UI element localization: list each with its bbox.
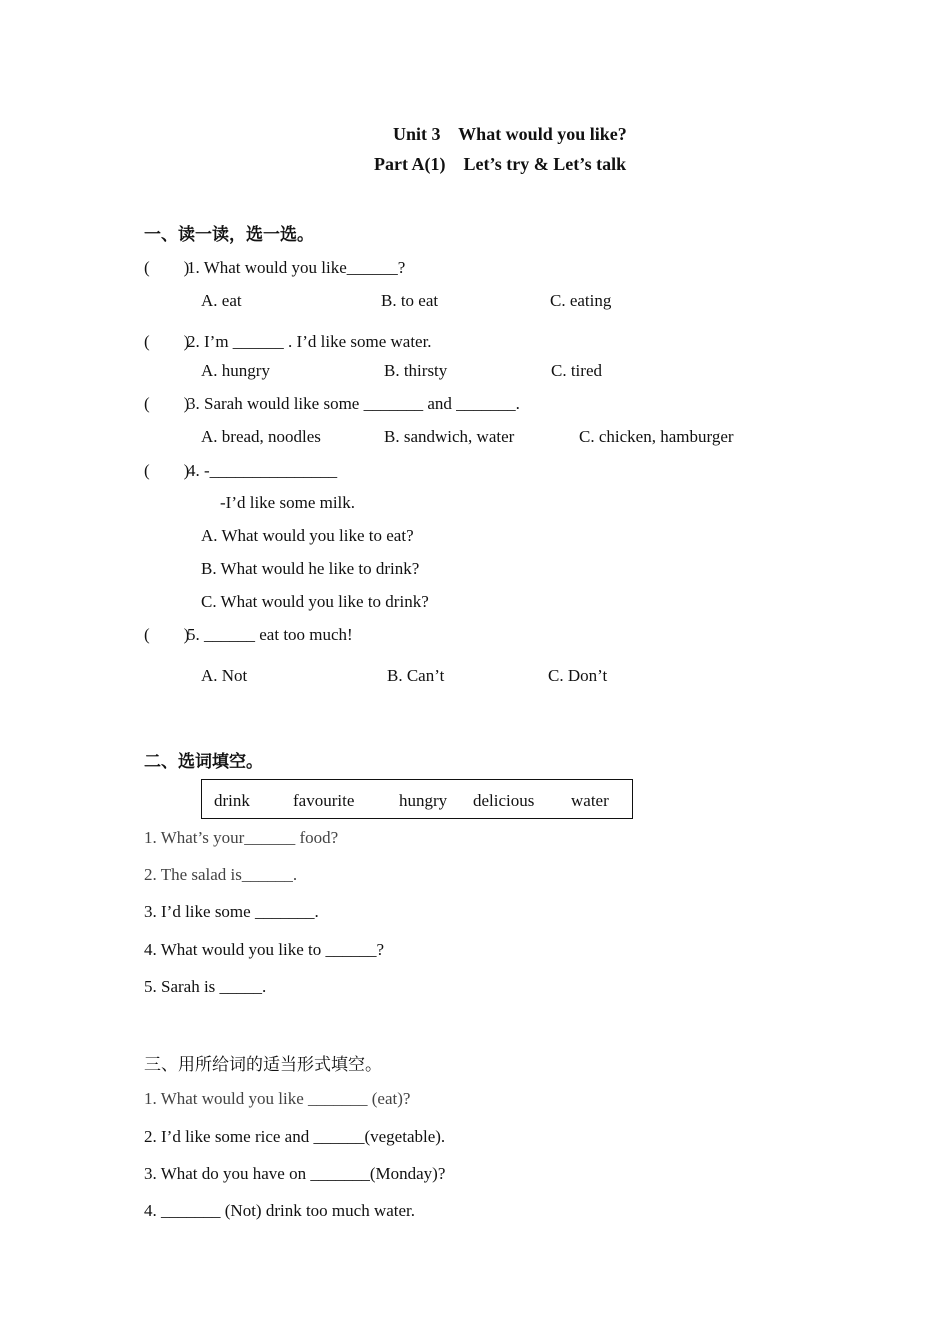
fill-item[interactable]: 5. Sarah is _____. — [144, 977, 267, 996]
fill-item[interactable]: 2. I’d like some rice and ______(vegetable). — [144, 1127, 446, 1146]
fill-item[interactable]: 4. _______ (Not) drink too much water. — [144, 1201, 416, 1220]
answer-bracket[interactable]: ( ) — [144, 461, 190, 480]
option-a: A. hungry — [201, 361, 270, 380]
option-a: A. What would you like to eat? — [201, 526, 414, 545]
option-b: B. to eat — [381, 291, 439, 310]
question-text: 1. What would you like______? — [187, 258, 406, 277]
fill-item[interactable]: 1. What would you like _______ (eat)? — [144, 1089, 411, 1108]
word-bank-item: hungry — [399, 791, 448, 810]
answer-bracket[interactable]: ( ) — [144, 394, 190, 413]
answer-bracket[interactable]: ( ) — [144, 258, 190, 277]
answer-bracket[interactable]: ( ) — [144, 332, 190, 351]
word-bank-item: water — [571, 791, 609, 810]
question-text: 2. I’m ______ . I’d like some water. — [187, 332, 432, 351]
option-b: B. Can’t — [387, 666, 445, 685]
option-a: A. eat — [201, 291, 242, 310]
section2-heading: 二、选词填空。 — [144, 752, 263, 772]
word-bank-item: drink — [214, 791, 250, 810]
question-text: 5. ______ eat too much! — [187, 625, 353, 644]
unit-title: Unit 3 What would you like? — [393, 124, 627, 144]
option-a: A. bread, noodles — [201, 427, 321, 446]
fill-item[interactable]: 4. What would you like to ______? — [144, 940, 385, 959]
word-bank-item: delicious — [473, 791, 535, 810]
option-a: A. Not — [201, 666, 248, 685]
word-bank-item: favourite — [293, 791, 355, 810]
fill-item[interactable]: 3. I’d like some _______. — [144, 902, 319, 921]
fill-item[interactable]: 3. What do you have on _______(Monday)? — [144, 1164, 446, 1183]
option-c: C. What would you like to drink? — [201, 592, 429, 611]
option-c: C. chicken, hamburger — [579, 427, 734, 446]
option-c: C. Don’t — [548, 666, 608, 685]
section1-heading: 一、读一读，选一选。 — [144, 225, 314, 245]
option-c: C. eating — [550, 291, 612, 310]
dialogue-reply: -I’d like some milk. — [220, 493, 356, 512]
word-bank — [201, 779, 633, 819]
option-b: B. thirsty — [384, 361, 448, 380]
fill-item[interactable]: 2. The salad is______. — [144, 865, 298, 884]
fill-item[interactable]: 1. What’s your______ food? — [144, 828, 339, 847]
answer-bracket[interactable]: ( ) — [144, 625, 190, 644]
option-b: B. sandwich, water — [384, 427, 515, 446]
section3-heading: 三、用所给词的适当形式填空。 — [144, 1055, 382, 1075]
option-c: C. tired — [551, 361, 602, 380]
question-text: 4. -_______________ — [187, 461, 338, 480]
question-text: 3. Sarah would like some _______ and _______. — [187, 394, 520, 413]
option-b: B. What would he like to drink? — [201, 559, 420, 578]
part-title: Part A(1) Let’s try & Let’s talk — [374, 154, 627, 174]
